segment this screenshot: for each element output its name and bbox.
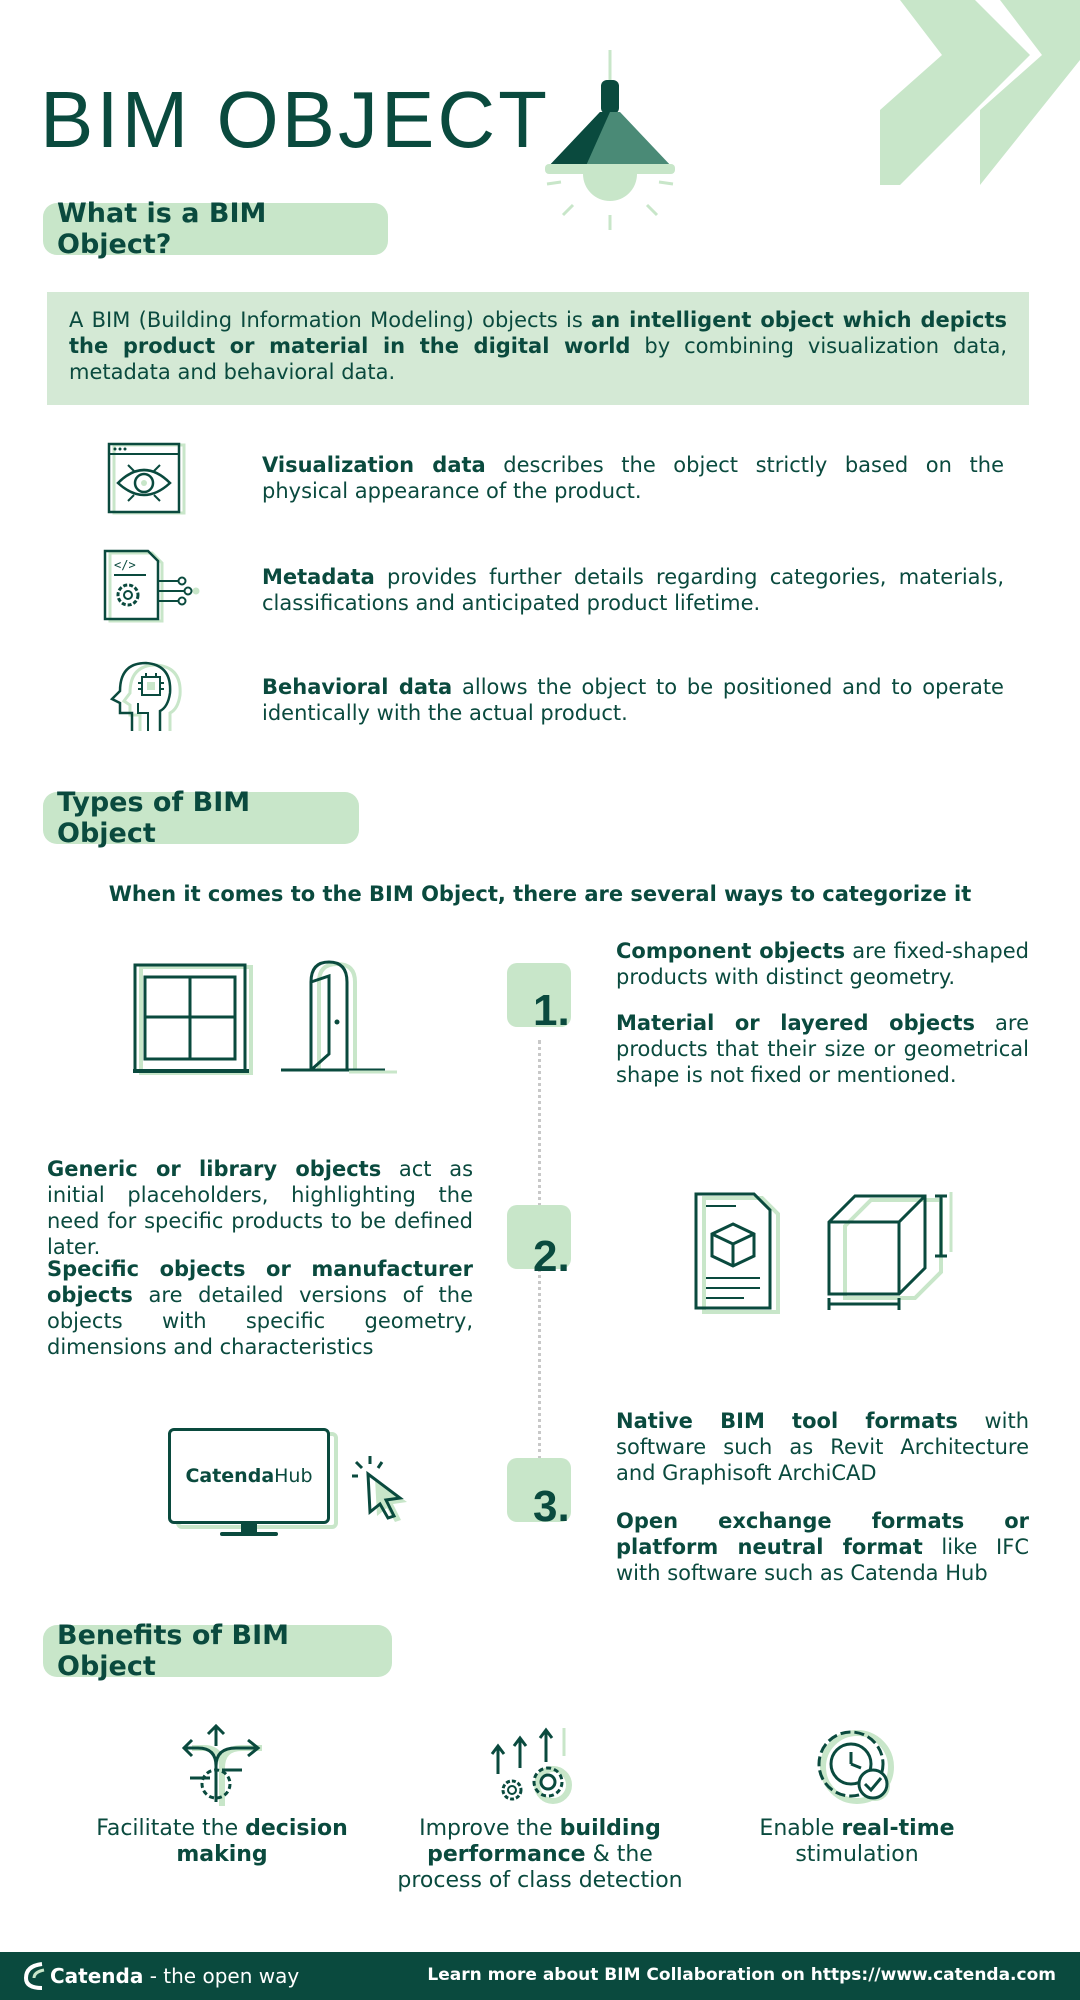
door-icon	[279, 962, 399, 1074]
intro-text: A BIM (Building Information Modeling) objects is an intelligent object which depicts the product or material in the digital world by combining visualization data, metadata and behavioral data.	[69, 308, 1007, 384]
behavioral-data-text: Behavioral data allows the object to be positioned and to operate identically with the actual product.	[262, 675, 1004, 725]
specific-objects-text: Specific objects or manufacturer objects are detailed versions of the objects with specific geometry, dimensions and characteristics	[47, 1257, 473, 1359]
catenda-logo-icon	[22, 1962, 46, 1990]
component-objects-text: Component objects are fixed-shaped products with distinct geometry.	[616, 939, 1029, 989]
cursor-click-icon	[352, 1456, 412, 1526]
monitor-icon	[168, 1428, 343, 1538]
document-cube-icon	[694, 1194, 790, 1312]
generic-objects-text: Generic or library objects act as initial placeholders, highlighting the need for specific products to be defined later.	[47, 1157, 474, 1259]
visualization-data-text: Visualization data describes the object strictly based on the physical appearance of the product.	[262, 453, 1004, 503]
step-2-number: 2.	[533, 1232, 570, 1281]
page-title: BIM OBJECT	[40, 75, 551, 164]
intro-box	[47, 292, 1029, 405]
material-objects-text: Material or layered objects are products that their size or geometrical shape is not fixed or mentioned.	[616, 1011, 1029, 1087]
footer-brand: Catenda - the open way	[50, 1964, 300, 1988]
eye-screen-icon	[108, 443, 188, 515]
open-formats-text: Open exchange formats or platform neutral format like IFC with software such as Catenda Hub	[616, 1509, 1029, 1585]
footer-bar	[0, 1952, 1080, 2000]
native-formats-text: Native BIM tool formats with software such as Revit Architecture and Graphisoft ArchiCAD	[616, 1409, 1030, 1485]
types-subtitle: When it comes to the BIM Object, there are several ways to categorize it	[108, 882, 972, 906]
benefit-decision-text: Facilitate the decision making	[96, 1816, 348, 1867]
step-1-number: 1.	[533, 986, 570, 1035]
metadata-text: Metadata provides further details regarding categories, materials, classifications and anticipated product lifetime.	[262, 565, 1004, 615]
gear-clock-check-icon	[811, 1724, 901, 1806]
section-heading-benefits: Benefits of BIM Object	[43, 1625, 392, 1677]
section-heading-what-is: What is a BIM Object?	[43, 203, 388, 255]
monitor-brand-bold: Catenda	[185, 1465, 275, 1487]
gears-growth-icon	[490, 1726, 580, 1806]
decision-arrows-icon	[182, 1726, 268, 1806]
code-document-gear-icon	[102, 551, 202, 623]
benefit-realtime-text: Enable real-time stimulation	[759, 1816, 955, 1867]
monitor-brand-light: Hub	[274, 1465, 313, 1487]
footer-cta-link[interactable]: Learn more about BIM Collaboration on https://www.catenda.com	[427, 1965, 1056, 1985]
benefit-performance-text: Improve the building performance & the process of class detection	[397, 1816, 683, 1893]
section-heading-types: Types of BIM Object	[43, 792, 359, 844]
step-3-number: 3.	[533, 1482, 570, 1531]
window-icon	[133, 965, 259, 1075]
heads-chip-icon	[106, 661, 186, 733]
svg-text:</>: </>	[114, 558, 136, 572]
chevron-decoration-icon	[880, 0, 1080, 190]
cube-dimensions-icon	[827, 1192, 962, 1312]
lamp-icon	[545, 50, 675, 235]
